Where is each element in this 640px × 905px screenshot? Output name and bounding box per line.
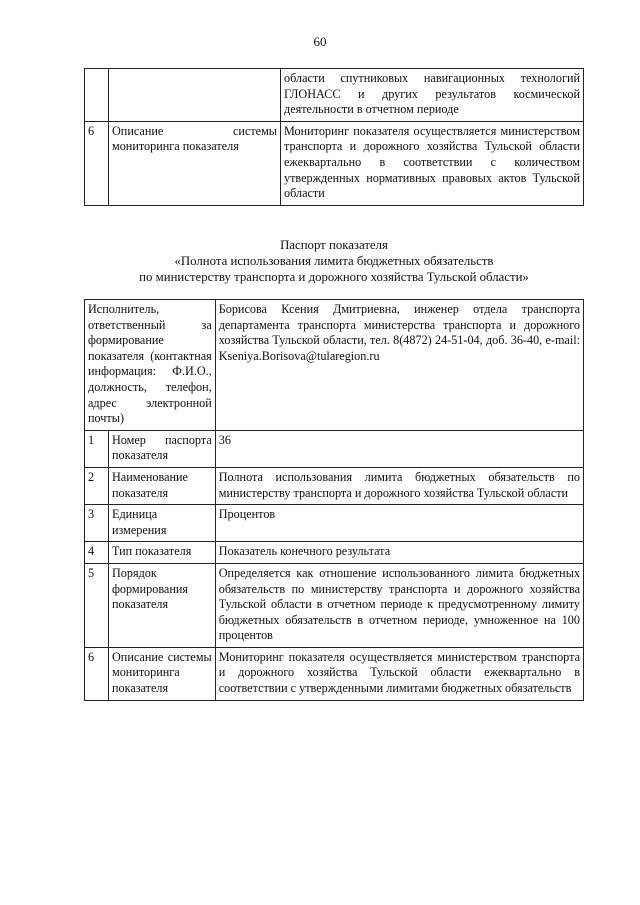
row-number: 2 [85, 467, 109, 504]
passport-table [84, 299, 584, 701]
row-value: Полнота использования лимита бюджетных обязательств по министерству транспорта и дорожного хозяйства Тульской области [215, 467, 583, 504]
row-value: 36 [215, 430, 583, 467]
responsible-value: Борисова Ксения Дмитриевна, инженер отдела транспорта департамента транспорта министерства транспорта и дорожного хозяйства Тульской области, тел. 8(4872) 24-51-04, доб. 36-40, e-mail: Kseniya.Borisova@tularegion.ru [215, 300, 583, 431]
table-row [85, 121, 584, 205]
table-row [85, 563, 584, 647]
table-row [85, 647, 584, 700]
continued-table [84, 68, 584, 206]
row-name: Наименование показателя [109, 467, 216, 504]
row-name: Описание системы мониторинга показателя [109, 647, 216, 700]
row-number: 6 [85, 121, 109, 205]
row-name: Порядок формирования показателя [109, 563, 216, 647]
table-row [85, 300, 584, 431]
table-row [85, 69, 584, 122]
row-value: области спутниковых навигационных технологий ГЛОНАСС и других результатов космической деятельности в отчетном периоде [281, 69, 584, 122]
row-number: 4 [85, 542, 109, 564]
row-name: Тип показателя [109, 542, 216, 564]
responsible-label: Исполнитель, ответственный за формирование показателя (контактная информация: Ф.И.О., должность, телефон, адрес электронной почты) [85, 300, 216, 431]
row-number: 6 [85, 647, 109, 700]
row-value: Процентов [215, 505, 583, 542]
passport-title: Паспорт показателя [280, 238, 388, 252]
row-number: 3 [85, 505, 109, 542]
row-number: 5 [85, 563, 109, 647]
row-name: Единица измерения [109, 505, 216, 542]
table-row [85, 430, 584, 467]
table-row [85, 542, 584, 564]
row-value: Показатель конечного результата [215, 542, 583, 564]
row-name [109, 69, 281, 122]
row-name: Описание системы мониторинга показателя [109, 121, 281, 205]
row-name: Номер паспорта показателя [109, 430, 216, 467]
passport-heading [84, 237, 584, 285]
row-value: Мониторинг показателя осуществляется министерством транспорта и дорожного хозяйства Тульской области ежеквартально в соответствии с количеством утвержденных нормативных правовых актов Тульской области [281, 121, 584, 205]
row-number [85, 69, 109, 122]
page-number: 60 [313, 34, 327, 49]
row-value: Мониторинг показателя осуществляется министерством транспорта и дорожного хозяйства Тульской области ежеквартально в соответствии с утвержденными лимитами бюджетных обязательств [215, 647, 583, 700]
row-number: 1 [85, 430, 109, 467]
passport-subtitle-line2: по министерству транспорта и дорожного хозяйства Тульской области» [139, 270, 529, 284]
table-row [85, 505, 584, 542]
table-row [85, 467, 584, 504]
passport-subtitle-line1: «Полнота использования лимита бюджетных обязательств [174, 254, 494, 268]
row-value: Определяется как отношение использованного лимита бюджетных обязательств по министерству транспорта и дорожного хозяйства Тульской области в отчетном периоде к предусмотренному лимиту бюджетных обязательств в отчетном периоде, умноженное на 100 процентов [215, 563, 583, 647]
